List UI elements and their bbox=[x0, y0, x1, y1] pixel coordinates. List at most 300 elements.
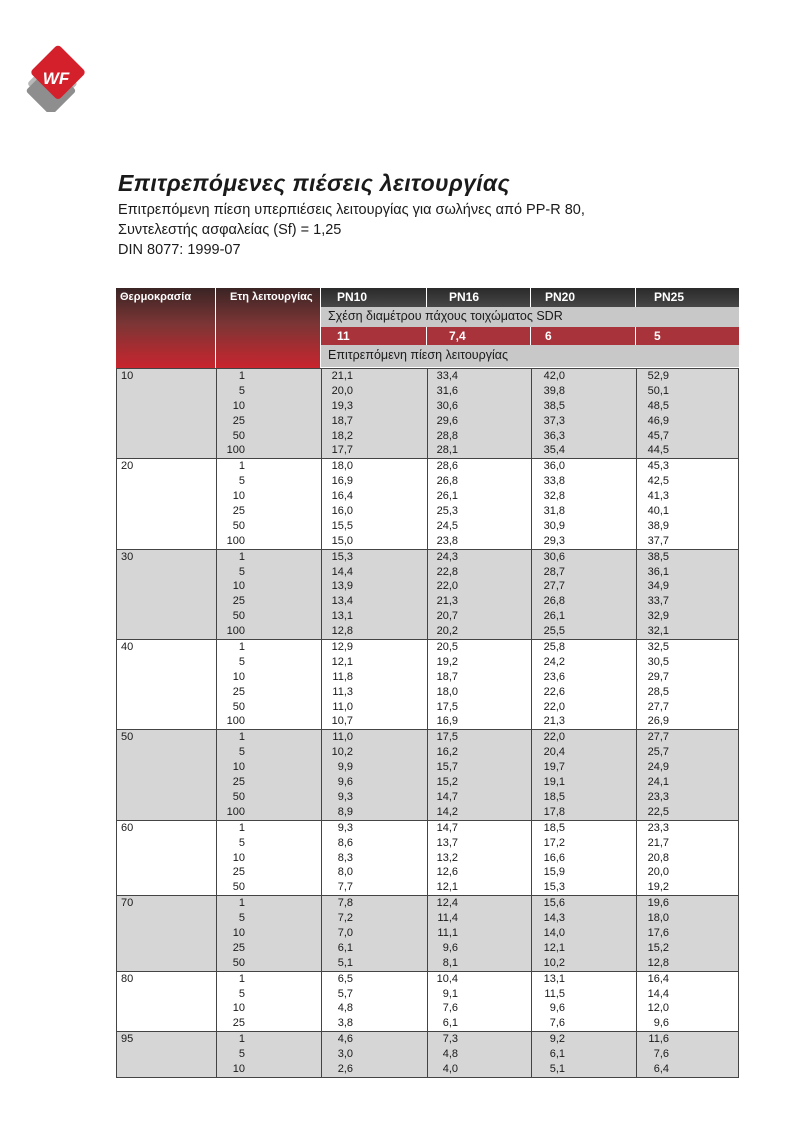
pn16-pressure-cell: 20,2 bbox=[436, 625, 458, 638]
pn10-pressure-cell: 6,1 bbox=[337, 941, 353, 954]
pn16-pressure-cell: 28,1 bbox=[436, 444, 458, 457]
pn20-pressure-cell: 36,3 bbox=[543, 429, 565, 442]
pn25-pressure-cell: 45,7 bbox=[647, 429, 669, 442]
years-cell: 50 bbox=[232, 700, 245, 713]
temperature-group bbox=[116, 730, 739, 820]
pn25-pressure-cell: 46,9 bbox=[647, 414, 669, 427]
pn20-pressure-cell: 38,5 bbox=[543, 399, 565, 412]
pn20-pressure-cell: 9,2 bbox=[549, 1033, 565, 1046]
pn10-pressure-cell: 11,3 bbox=[332, 685, 353, 698]
pn10-pressure-cell: 7,7 bbox=[337, 881, 353, 894]
years-cell: 1 bbox=[238, 972, 245, 985]
pn20-pressure-cell: 29,3 bbox=[543, 534, 565, 547]
temperature-group bbox=[116, 640, 739, 730]
pn25-pressure-cell: 20,0 bbox=[647, 866, 669, 879]
pn20-pressure-cell: 36,0 bbox=[543, 460, 565, 473]
pn20-pressure-cell: 30,9 bbox=[543, 519, 565, 532]
pn16-pressure-cell: 9,1 bbox=[442, 987, 458, 1000]
pn16-pressure-cell: 14,2 bbox=[436, 805, 458, 818]
years-cell: 5 bbox=[238, 987, 245, 1000]
temperature-group bbox=[116, 459, 739, 549]
pressure-table-body bbox=[116, 368, 739, 1078]
sdr-value-pn10: 11 bbox=[321, 327, 427, 345]
pn16-pressure-cell: 22,0 bbox=[436, 580, 458, 593]
table-row bbox=[117, 1062, 738, 1077]
pn20-pressure-cell: 13,1 bbox=[543, 972, 565, 985]
pn20-pressure-cell: 22,6 bbox=[543, 685, 565, 698]
pn10-pressure-cell: 7,2 bbox=[337, 912, 353, 925]
pn25-pressure-cell: 6,4 bbox=[653, 1062, 669, 1075]
pn25-pressure-cell: 44,5 bbox=[647, 444, 669, 457]
pn25-pressure-cell: 33,7 bbox=[647, 595, 669, 608]
pn16-pressure-cell: 12,4 bbox=[436, 897, 458, 910]
pn10-header: PN10 bbox=[321, 288, 427, 307]
pn25-pressure-cell: 12,0 bbox=[647, 1002, 669, 1015]
years-cell: 5 bbox=[238, 836, 245, 849]
pn25-pressure-cell: 17,6 bbox=[647, 926, 669, 939]
pn25-pressure-cell: 20,8 bbox=[647, 851, 669, 864]
pn10-pressure-cell: 9,3 bbox=[337, 790, 353, 803]
pn25-pressure-cell: 45,3 bbox=[647, 460, 669, 473]
pn25-pressure-cell: 32,5 bbox=[647, 641, 669, 654]
pn16-pressure-cell: 12,1 bbox=[436, 881, 458, 894]
table-header bbox=[116, 288, 739, 368]
temperature-header: Θερμοκρασία bbox=[120, 291, 192, 303]
years-cell: 5 bbox=[238, 1048, 245, 1061]
pn16-pressure-cell: 15,2 bbox=[436, 776, 458, 789]
pn25-pressure-cell: 50,1 bbox=[647, 384, 669, 397]
pn25-pressure-cell: 15,2 bbox=[647, 941, 669, 954]
years-cell: 10 bbox=[232, 761, 245, 774]
pn10-pressure-cell: 5,7 bbox=[337, 987, 353, 1000]
pn10-pressure-cell: 13,9 bbox=[331, 580, 353, 593]
years-cell: 25 bbox=[232, 1017, 245, 1030]
years-header-cell bbox=[216, 288, 321, 368]
pn20-pressure-cell: 27,7 bbox=[543, 580, 565, 593]
pn20-pressure-cell: 9,6 bbox=[549, 1002, 565, 1015]
years-cell: 25 bbox=[232, 595, 245, 608]
table-row bbox=[117, 941, 738, 956]
years-cell: 100 bbox=[226, 715, 245, 728]
pn20-pressure-cell: 31,8 bbox=[543, 505, 565, 518]
sdr-value-pn25: 5 bbox=[636, 327, 739, 345]
table-row bbox=[117, 745, 738, 760]
pn20-pressure-cell: 30,6 bbox=[543, 550, 565, 563]
years-cell: 10 bbox=[232, 926, 245, 939]
pn16-pressure-cell: 26,8 bbox=[436, 475, 458, 488]
pn10-pressure-cell: 15,3 bbox=[331, 550, 353, 563]
pn20-pressure-cell: 16,6 bbox=[543, 851, 565, 864]
pn20-pressure-cell: 25,5 bbox=[543, 625, 565, 638]
pn20-pressure-cell: 22,0 bbox=[543, 731, 565, 744]
years-cell: 100 bbox=[226, 534, 245, 547]
years-cell: 10 bbox=[232, 1002, 245, 1015]
pn10-pressure-cell: 12,9 bbox=[331, 641, 353, 654]
pn25-pressure-cell: 26,9 bbox=[647, 715, 669, 728]
pn20-pressure-cell: 5,1 bbox=[549, 1062, 565, 1075]
pn20-pressure-cell: 17,2 bbox=[543, 836, 565, 849]
years-cell: 5 bbox=[238, 912, 245, 925]
pn20-pressure-cell: 26,8 bbox=[543, 595, 565, 608]
table-row bbox=[117, 384, 738, 399]
years-cell: 25 bbox=[232, 776, 245, 789]
pn16-pressure-cell: 8,1 bbox=[442, 956, 458, 969]
pn10-pressure-cell: 12,8 bbox=[331, 625, 353, 638]
years-cell: 25 bbox=[232, 505, 245, 518]
pn20-pressure-cell: 19,7 bbox=[543, 761, 565, 774]
pn10-pressure-cell: 17,7 bbox=[331, 444, 353, 457]
pn20-pressure-cell: 23,6 bbox=[543, 670, 565, 683]
temperature-group bbox=[116, 368, 739, 459]
pn20-header: PN20 bbox=[531, 288, 636, 307]
pn25-pressure-cell: 21,7 bbox=[647, 836, 669, 849]
pn20-pressure-cell: 7,6 bbox=[549, 1017, 565, 1030]
years-cell: 50 bbox=[232, 881, 245, 894]
table-row bbox=[117, 700, 738, 715]
pn25-pressure-cell: 36,1 bbox=[647, 565, 669, 578]
pn25-pressure-cell: 48,5 bbox=[647, 399, 669, 412]
years-cell: 5 bbox=[238, 655, 245, 668]
pn16-pressure-cell: 19,2 bbox=[436, 655, 458, 668]
years-cell: 25 bbox=[232, 414, 245, 427]
pn20-pressure-cell: 32,8 bbox=[543, 490, 565, 503]
pn10-pressure-cell: 5,1 bbox=[337, 956, 353, 969]
svg-text:WF: WF bbox=[42, 69, 70, 88]
table-row bbox=[117, 655, 738, 670]
pn16-pressure-cell: 14,7 bbox=[436, 821, 458, 834]
temperature-cell: 30 bbox=[121, 550, 134, 563]
pn10-pressure-cell: 9,9 bbox=[337, 761, 353, 774]
pn16-pressure-cell: 9,6 bbox=[442, 941, 458, 954]
table-row bbox=[117, 640, 738, 655]
pn25-pressure-cell: 40,1 bbox=[647, 505, 669, 518]
temperature-cell: 40 bbox=[121, 641, 134, 654]
table-row bbox=[117, 911, 738, 926]
pn10-pressure-cell: 8,3 bbox=[337, 851, 353, 864]
pn16-pressure-cell: 4,0 bbox=[442, 1062, 458, 1075]
pn10-pressure-cell: 10,7 bbox=[331, 715, 353, 728]
years-cell: 5 bbox=[238, 384, 245, 397]
pn25-pressure-cell: 37,7 bbox=[647, 534, 669, 547]
table-row bbox=[117, 399, 738, 414]
sdr-value-pn16: 7,4 bbox=[427, 327, 531, 345]
years-cell: 5 bbox=[238, 565, 245, 578]
table-row bbox=[117, 504, 738, 519]
pn25-pressure-cell: 16,4 bbox=[647, 972, 669, 985]
pn25-pressure-cell: 19,6 bbox=[647, 897, 669, 910]
table-row bbox=[117, 594, 738, 609]
pn10-pressure-cell: 15,5 bbox=[331, 519, 353, 532]
pn25-pressure-cell: 7,6 bbox=[653, 1048, 669, 1061]
pn10-pressure-cell: 11,8 bbox=[332, 670, 353, 683]
table-row bbox=[117, 972, 738, 987]
table-row bbox=[117, 851, 738, 866]
temperature-group bbox=[116, 550, 739, 640]
pn25-pressure-cell: 38,5 bbox=[647, 550, 669, 563]
years-cell: 5 bbox=[238, 746, 245, 759]
temperature-cell: 20 bbox=[121, 460, 134, 473]
pn16-pressure-cell: 14,7 bbox=[436, 790, 458, 803]
table-row bbox=[117, 369, 738, 384]
table-row bbox=[117, 1032, 738, 1047]
pn20-pressure-cell: 37,3 bbox=[543, 414, 565, 427]
pn25-pressure-cell: 18,0 bbox=[647, 912, 669, 925]
pn25-pressure-cell: 38,9 bbox=[647, 519, 669, 532]
pn10-pressure-cell: 11,0 bbox=[332, 700, 353, 713]
subtitle-line-3: DIN 8077: 1999-07 bbox=[118, 242, 241, 258]
sdr-caption: Σχέση διαμέτρου πάχους τοιχώματος SDR bbox=[321, 307, 739, 327]
pn16-pressure-cell: 10,4 bbox=[436, 972, 458, 985]
pn25-pressure-cell: 24,1 bbox=[647, 776, 669, 789]
pn16-pressure-cell: 17,5 bbox=[436, 731, 458, 744]
pn10-pressure-cell: 4,8 bbox=[337, 1002, 353, 1015]
pn20-pressure-cell: 10,2 bbox=[543, 956, 565, 969]
pn10-pressure-cell: 12,1 bbox=[331, 655, 353, 668]
table-row bbox=[117, 624, 738, 639]
page-title: Επιτρεπόμενες πιέσεις λειτουργίας bbox=[118, 170, 510, 196]
pn16-pressure-cell: 18,7 bbox=[436, 670, 458, 683]
pn20-pressure-cell: 11,5 bbox=[544, 987, 565, 1000]
pn16-pressure-cell: 6,1 bbox=[442, 1017, 458, 1030]
table-row bbox=[117, 865, 738, 880]
table-row bbox=[117, 414, 738, 429]
sdr-value-pn20: 6 bbox=[531, 327, 636, 345]
temperature-cell: 80 bbox=[121, 972, 134, 985]
pn16-pressure-cell: 13,2 bbox=[436, 851, 458, 864]
pn16-pressure-cell: 18,0 bbox=[436, 685, 458, 698]
years-cell: 1 bbox=[238, 821, 245, 834]
pn20-pressure-cell: 39,8 bbox=[543, 384, 565, 397]
table-row bbox=[117, 519, 738, 534]
pn20-pressure-cell: 14,0 bbox=[543, 926, 565, 939]
pn25-pressure-cell: 28,5 bbox=[647, 685, 669, 698]
pn25-pressure-cell: 41,3 bbox=[647, 490, 669, 503]
years-cell: 10 bbox=[232, 670, 245, 683]
pn25-pressure-cell: 42,5 bbox=[647, 475, 669, 488]
pn10-pressure-cell: 16,4 bbox=[331, 490, 353, 503]
temperature-group bbox=[116, 1032, 739, 1078]
pn25-header: PN25 bbox=[636, 288, 739, 307]
table-row bbox=[117, 836, 738, 851]
table-row bbox=[117, 805, 738, 820]
table-row bbox=[117, 880, 738, 895]
table-row bbox=[117, 956, 738, 971]
pn10-pressure-cell: 8,0 bbox=[337, 866, 353, 879]
pn10-pressure-cell: 8,9 bbox=[337, 805, 353, 818]
pn16-pressure-cell: 15,7 bbox=[436, 761, 458, 774]
years-cell: 10 bbox=[232, 851, 245, 864]
pn25-pressure-cell: 23,3 bbox=[647, 790, 669, 803]
temperature-cell: 60 bbox=[121, 821, 134, 834]
pn16-pressure-cell: 33,4 bbox=[436, 370, 458, 382]
years-cell: 1 bbox=[238, 1033, 245, 1046]
table-row bbox=[117, 760, 738, 775]
pn25-pressure-cell: 27,7 bbox=[647, 700, 669, 713]
table-row bbox=[117, 790, 738, 805]
table-row bbox=[117, 685, 738, 700]
years-cell: 1 bbox=[238, 370, 245, 382]
pn16-pressure-cell: 25,3 bbox=[436, 505, 458, 518]
pn10-pressure-cell: 3,8 bbox=[337, 1017, 353, 1030]
pn25-pressure-cell: 22,5 bbox=[647, 805, 669, 818]
pn25-pressure-cell: 14,4 bbox=[647, 987, 669, 1000]
table-row bbox=[117, 534, 738, 549]
table-row bbox=[117, 1016, 738, 1031]
pn16-pressure-cell: 7,3 bbox=[442, 1033, 458, 1046]
pn20-pressure-cell: 14,3 bbox=[543, 912, 565, 925]
pn20-pressure-cell: 15,9 bbox=[543, 866, 565, 879]
pn25-pressure-cell: 24,9 bbox=[647, 761, 669, 774]
pn20-pressure-cell: 17,8 bbox=[543, 805, 565, 818]
years-cell: 50 bbox=[232, 956, 245, 969]
pressure-caption: Επιτρεπόμενη πίεση λειτουργίας bbox=[321, 345, 739, 367]
pn16-pressure-cell: 28,6 bbox=[436, 460, 458, 473]
pn16-pressure-cell: 26,1 bbox=[436, 490, 458, 503]
years-cell: 10 bbox=[232, 399, 245, 412]
pn25-pressure-cell: 12,8 bbox=[647, 956, 669, 969]
pn16-pressure-cell: 13,7 bbox=[436, 836, 458, 849]
pn20-pressure-cell: 18,5 bbox=[543, 790, 565, 803]
temperature-cell: 95 bbox=[121, 1033, 134, 1046]
years-cell: 25 bbox=[232, 866, 245, 879]
pn16-pressure-cell: 11,1 bbox=[437, 926, 458, 939]
pn10-pressure-cell: 9,6 bbox=[337, 776, 353, 789]
years-cell: 100 bbox=[226, 625, 245, 638]
pn20-pressure-cell: 19,1 bbox=[543, 776, 565, 789]
table-row bbox=[117, 775, 738, 790]
years-cell: 50 bbox=[232, 429, 245, 442]
years-cell: 1 bbox=[238, 641, 245, 654]
table-row bbox=[117, 987, 738, 1002]
pn16-pressure-cell: 20,5 bbox=[436, 641, 458, 654]
years-cell: 50 bbox=[232, 519, 245, 532]
pn16-pressure-cell: 30,6 bbox=[436, 399, 458, 412]
pn20-pressure-cell: 6,1 bbox=[549, 1048, 565, 1061]
pn25-pressure-cell: 25,7 bbox=[647, 746, 669, 759]
years-cell: 1 bbox=[238, 550, 245, 563]
table-row bbox=[117, 474, 738, 489]
years-cell: 100 bbox=[226, 805, 245, 818]
pn10-pressure-cell: 20,0 bbox=[331, 384, 353, 397]
temperature-group bbox=[116, 896, 739, 971]
pn10-pressure-cell: 13,4 bbox=[331, 595, 353, 608]
pn10-pressure-cell: 11,0 bbox=[332, 731, 353, 744]
pn16-pressure-cell: 4,8 bbox=[442, 1048, 458, 1061]
temperature-cell: 50 bbox=[121, 731, 134, 744]
table-row bbox=[117, 609, 738, 624]
pn10-pressure-cell: 7,8 bbox=[337, 897, 353, 910]
pn10-pressure-cell: 21,1 bbox=[331, 370, 353, 382]
pn20-pressure-cell: 33,8 bbox=[543, 475, 565, 488]
pn20-pressure-cell: 26,1 bbox=[543, 610, 565, 623]
table-row bbox=[117, 821, 738, 836]
pn10-pressure-cell: 9,3 bbox=[337, 821, 353, 834]
table-row bbox=[117, 730, 738, 745]
pn16-pressure-cell: 11,4 bbox=[437, 912, 458, 925]
pn20-pressure-cell: 15,6 bbox=[543, 897, 565, 910]
pn16-pressure-cell: 24,3 bbox=[436, 550, 458, 563]
pn25-pressure-cell: 11,6 bbox=[648, 1033, 669, 1046]
pn20-pressure-cell: 22,0 bbox=[543, 700, 565, 713]
pn25-pressure-cell: 30,5 bbox=[647, 655, 669, 668]
temperature-cell: 10 bbox=[121, 370, 134, 382]
subtitle-line-1: Επιτρεπόμενη πίεση υπερπιέσεις λειτουργίας για σωλήνες από PP-R 80, bbox=[118, 202, 585, 218]
pn25-pressure-cell: 52,9 bbox=[647, 370, 669, 382]
subtitle-line-2: Συντελεστής ασφαλείας (Sf) = 1,25 bbox=[118, 222, 342, 238]
temperature-cell: 70 bbox=[121, 897, 134, 910]
pn16-pressure-cell: 12,6 bbox=[436, 866, 458, 879]
pn10-pressure-cell: 14,4 bbox=[331, 565, 353, 578]
years-cell: 10 bbox=[232, 1062, 245, 1075]
pn25-pressure-cell: 32,9 bbox=[647, 610, 669, 623]
years-cell: 100 bbox=[226, 444, 245, 457]
pn16-pressure-cell: 31,6 bbox=[436, 384, 458, 397]
pn16-pressure-cell: 24,5 bbox=[436, 519, 458, 532]
pn20-pressure-cell: 12,1 bbox=[543, 941, 565, 954]
table-row bbox=[117, 926, 738, 941]
pn16-pressure-cell: 16,2 bbox=[436, 746, 458, 759]
pn10-pressure-cell: 10,2 bbox=[331, 746, 353, 759]
pn10-pressure-cell: 18,2 bbox=[331, 429, 353, 442]
pn16-pressure-cell: 16,9 bbox=[436, 715, 458, 728]
pn25-pressure-cell: 34,9 bbox=[647, 580, 669, 593]
table-row bbox=[117, 670, 738, 685]
pn20-pressure-cell: 28,7 bbox=[543, 565, 565, 578]
pn20-pressure-cell: 20,4 bbox=[543, 746, 565, 759]
pn20-pressure-cell: 35,4 bbox=[543, 444, 565, 457]
pn10-pressure-cell: 4,6 bbox=[337, 1033, 353, 1046]
years-cell: 10 bbox=[232, 580, 245, 593]
years-cell: 5 bbox=[238, 475, 245, 488]
pn25-pressure-cell: 23,3 bbox=[647, 821, 669, 834]
table-row bbox=[117, 443, 738, 458]
pn25-pressure-cell: 32,1 bbox=[647, 625, 669, 638]
pn25-pressure-cell: 19,2 bbox=[647, 881, 669, 894]
table-row bbox=[117, 896, 738, 911]
pn25-pressure-cell: 9,6 bbox=[653, 1017, 669, 1030]
pn10-pressure-cell: 8,6 bbox=[337, 836, 353, 849]
pn10-pressure-cell: 13,1 bbox=[331, 610, 353, 623]
table-row bbox=[117, 579, 738, 594]
pn16-pressure-cell: 23,8 bbox=[436, 534, 458, 547]
years-cell: 25 bbox=[232, 941, 245, 954]
pn16-pressure-cell: 21,3 bbox=[436, 595, 458, 608]
years-cell: 25 bbox=[232, 685, 245, 698]
pn20-pressure-cell: 15,3 bbox=[543, 881, 565, 894]
pn16-pressure-cell: 29,6 bbox=[436, 414, 458, 427]
pn25-pressure-cell: 27,7 bbox=[647, 731, 669, 744]
pn20-pressure-cell: 18,5 bbox=[543, 821, 565, 834]
pn25-pressure-cell: 29,7 bbox=[647, 670, 669, 683]
pn10-pressure-cell: 2,6 bbox=[337, 1062, 353, 1075]
years-cell: 50 bbox=[232, 610, 245, 623]
table-row bbox=[117, 714, 738, 729]
years-header: Ετη λειτουργίας bbox=[230, 291, 313, 303]
table-row bbox=[117, 459, 738, 474]
pn16-header: PN16 bbox=[427, 288, 531, 307]
temperature-group bbox=[116, 821, 739, 896]
pn16-pressure-cell: 7,6 bbox=[442, 1002, 458, 1015]
pn10-pressure-cell: 19,3 bbox=[331, 399, 353, 412]
pn10-pressure-cell: 18,0 bbox=[331, 460, 353, 473]
pn16-pressure-cell: 17,5 bbox=[436, 700, 458, 713]
temperature-group bbox=[116, 972, 739, 1033]
table-row bbox=[117, 489, 738, 504]
table-row bbox=[117, 429, 738, 444]
pn20-pressure-cell: 25,8 bbox=[543, 641, 565, 654]
years-cell: 1 bbox=[238, 897, 245, 910]
temperature-header-cell bbox=[116, 288, 216, 368]
